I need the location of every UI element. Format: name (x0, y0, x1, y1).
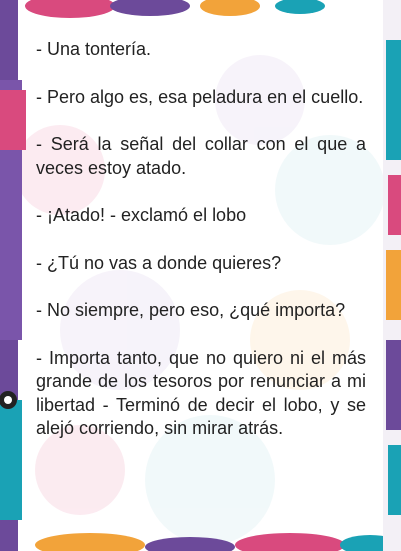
paragraph: - No siempre, pero eso, ¿qué importa? (36, 300, 346, 320)
paragraph: - Será la señal del collar con el que a veces estoy atado. (36, 134, 366, 178)
paragraph: - ¿Tú no vas a donde quieres? (36, 252, 282, 273)
paragraph: - Pero algo es, esa peladura en el cuello. (36, 86, 364, 107)
paragraph: - Una tontería. (36, 39, 152, 59)
paragraph: - Importa tanto, que no quiero ni el más grande de los tesoros por renunciar a mi libertad - Terminó de decir el lobo, y se alejó corriendo, sin mirar atrás. (36, 347, 366, 438)
story-text (36, 38, 366, 441)
paragraph: - ¡Atado! - exclamó el lobo (36, 205, 247, 225)
